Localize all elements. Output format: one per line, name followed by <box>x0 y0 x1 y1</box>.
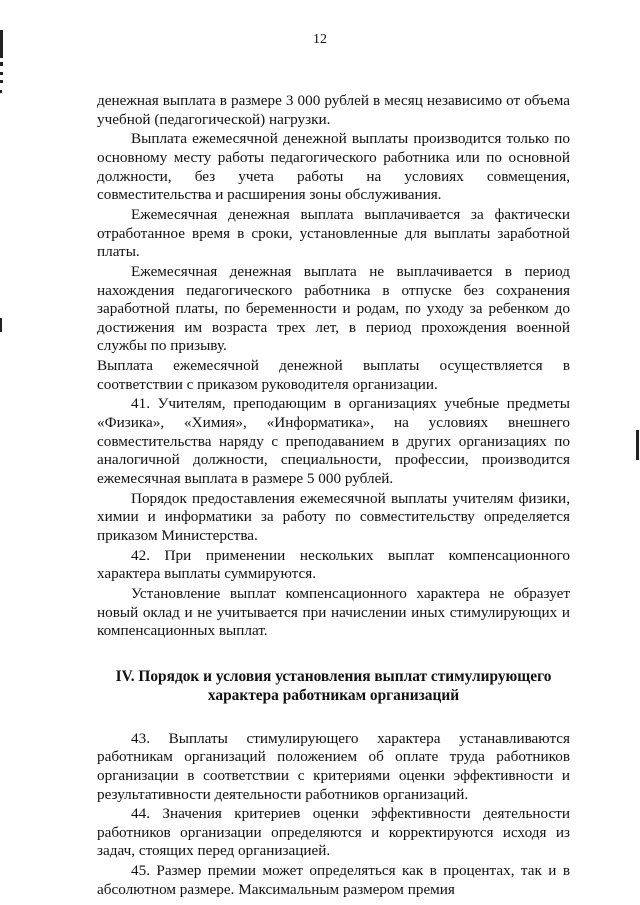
paragraph: 43. Выплаты стимулирующего характера устанавливаются работникам организаций положением об оплате труда работников организации в соответствии с критериями оценки эффективности и результативности деятельности работников организаций. <box>97 729 570 803</box>
paragraph: Установление выплат компенсационного характера не образует новый оклад и не учитывается при начислении иных стимулирующих и компенсационных выплат. <box>97 584 570 640</box>
paragraph: Выплата ежемесячной денежной выплаты производится только по основному месту работы педагогического работника или по основной должности, без учета работы на условиях совмещения, совместительства и расширения зоны обслуживания. <box>97 130 570 204</box>
scan-edge-mark <box>0 318 2 332</box>
scan-edge-mark <box>0 90 2 93</box>
scan-edge-mark <box>0 62 3 66</box>
section-heading <box>97 667 570 705</box>
paragraph: денежная выплата в размере 3 000 рублей в месяц независимо от объема учебной (педагогической) нагрузки. <box>97 92 570 128</box>
section-heading-line: характера работникам организаций <box>207 686 460 704</box>
scan-edge-mark <box>0 72 3 75</box>
paragraph: Порядок предоставления ежемесячной выплаты учителям физики, химии и информатики за работу по совместительству определяется приказом Министерства. <box>97 489 570 544</box>
document-body <box>97 92 570 901</box>
page-number: 12 <box>313 32 327 47</box>
paragraph: 45. Размер премии может определяться как в процентах, так и в абсолютном размере. Максимальным размером премия <box>97 862 570 898</box>
paragraph: Ежемесячная денежная выплата выплачивается за фактически отработанное время в сроки, установленные для выплаты заработной платы. <box>97 205 570 261</box>
paragraphs-before-heading <box>97 92 570 641</box>
paragraph: Выплата ежемесячной денежной выплаты осуществляется в соответствии с приказом руководителя организации. <box>97 357 570 393</box>
scan-edge-mark <box>636 430 639 460</box>
paragraphs-after-heading <box>97 730 570 900</box>
paragraph: Ежемесячная денежная выплата не выплачивается в период нахождения педагогического работника в отпуске без сохранения заработной платы, по беременности и родам, по уходу за ребенком до достижения им возраста трех лет, в период прохождения военной службы по призыву. <box>97 262 570 355</box>
scan-edge-mark <box>0 80 3 83</box>
paragraph: 42. При применении нескольких выплат компенсационного характера выплаты суммируются. <box>97 546 570 583</box>
section-heading-line: IV. Порядок и условия установления выплат стимулирующего <box>115 667 552 685</box>
paragraph: 44. Значения критериев оценки эффективности деятельности работников организации определяются и корректируются исходя из задач, стоящих перед организацией. <box>97 805 570 860</box>
paragraph: 41. Учителям, преподающим в организациях учебные предметы «Физика», «Химия», «Информатика», на условиях внешнего совместительства наряду с преподаванием в других организациях по аналогичной должности, специальности, профессии, производится ежемесячная выплата в размере 5 000 рублей. <box>97 395 570 487</box>
